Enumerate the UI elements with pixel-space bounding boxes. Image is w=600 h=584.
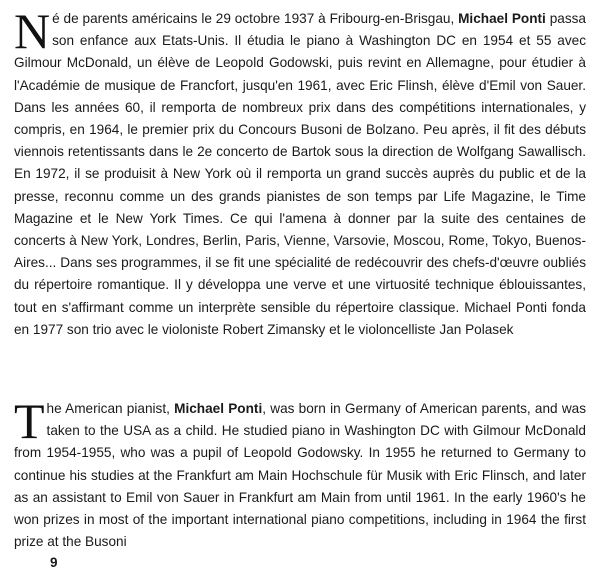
english-artist-name: Michael Ponti: [174, 401, 263, 416]
french-text-before-name: é de parents américains le 29 octobre 1937 à Fribourg-en-Brisgau,: [52, 11, 455, 26]
french-artist-name: Michael Ponti: [458, 11, 546, 26]
drop-cap-t: T: [14, 393, 45, 449]
french-text-after-name: passa son enfance aux Etats-Unis. Il étudia le piano à Washington DC en 1954 et 55 avec Gilmour McDonald, un élève de Leopold Godowski, puis revint en Allemagne, pour étudier à l'Académie de musique de Francfort, jusqu'en 1961, avec Eric Flinsh, élève d'Emil von Sauer. Dans les années 60, il remporta de nombreux prix dans des compétitions internationales, y compris, en 1964, le premier prix du Concours Busoni de Bolzano. Peu après, il fit des débuts viennois retentissants dans le 2e concerto de Bartok sous la direction de Wolfgang Sawallisch. En 1972, il se produisit à New York où il remporta un grand succès auprès du public et de la presse, reconnu comme un des grands pianistes de son temps par Life Magazine, le Time Magazine et le New York Times. Ce qui l'amena à donner par la suite des centaines de concerts à New York, Londres, Berlin, Paris, Vienne, Varsovie, Moscou, Rome, Tokyo, Buenos-Aires... Dans ses programmes, il se fit une spécialité de redécouvrir des chefs-d'œuvre oubliés du répertoire romantique. Il y développa une verve et une virtuosité technique éblouissantes, tout en s'affirmant comme un interprète sensible du répertoire classique. Michael Ponti fonda en 1977 son trio avec le violoniste Robert Zimansky et le violoncelliste Jan Polasek: [14, 11, 586, 337]
english-text-after-name: , was born in Germany of American parents, and was taken to the USA as a child. He studied piano in Washington DC with Gilmour McDonald from 1954-1955, who was a pupil of Leopold Godowsky. In 1955 he returned to Germany to continue his studies at the Frankfurt am Main Hochschule für Musik with Eric Flinsch, and later as an assistant to Emil von Sauer in Frankfurt am Main from until 1961. In the early 1960's he won prizes in most of the important international piano competitions, including in 1964 the first prize at the Busoni: [14, 401, 587, 550]
drop-cap-n: N: [14, 3, 51, 59]
english-text-before-name: he American pianist,: [46, 401, 170, 416]
french-biography-paragraph: [14, 3, 586, 341]
page-number: 9: [50, 555, 58, 570]
english-biography-paragraph: [14, 393, 587, 553]
